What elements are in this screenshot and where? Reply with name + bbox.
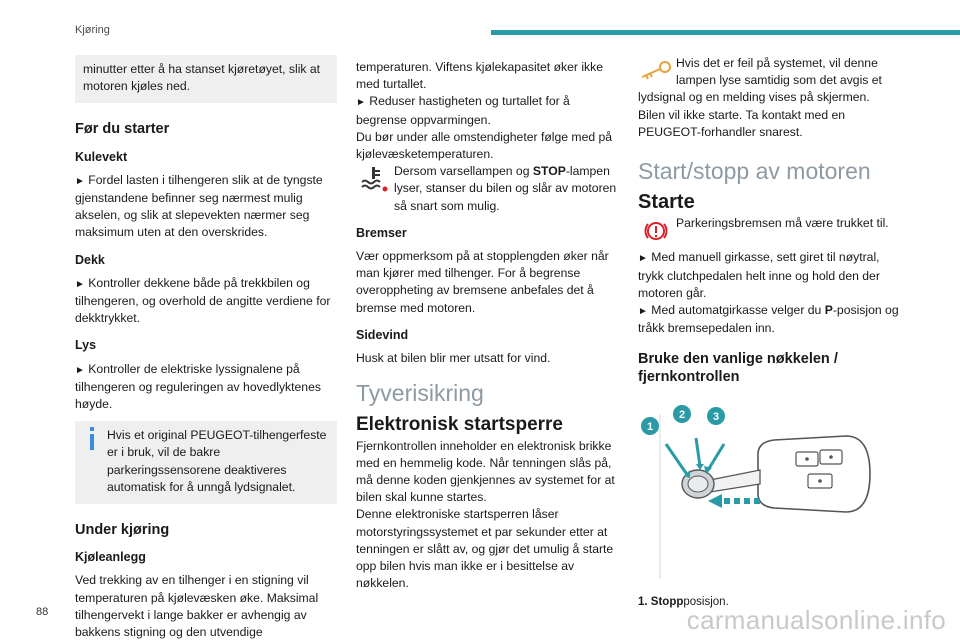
para-viftens: temperaturen. Viftens kjølekapasitet øker ikke med turtallet. <box>356 60 604 92</box>
triangle-bullet-icon: ► <box>75 278 85 290</box>
heading-starte: Starte <box>638 191 695 214</box>
running-header: Kjøring <box>75 24 110 36</box>
heading-elektronisk-startsperre: Elektronisk startsperre <box>356 414 563 436</box>
heading-under-kjoring: Under kjøring <box>75 522 170 539</box>
heading-dekk: Dekk <box>75 252 105 267</box>
para-kjoleanlegg: Ved trekking av en tilhenger i en stigning vil temperaturen på kjølevæsken øke. Maksimal tilhengervekt i lange bakker er avhengig av bakkens stigning og den utvendige <box>75 573 319 640</box>
figure-label-2: 2 <box>678 408 686 421</box>
parking-brake-para: Parkeringsbremsen må være trukket til. <box>638 215 900 249</box>
parking-brake-icon <box>642 217 670 245</box>
figure-caption: 1. Stoppposisjon. <box>638 596 729 609</box>
heading-sidevind: Sidevind <box>356 327 409 342</box>
column-3 <box>638 55 900 611</box>
stop-label: STOP <box>532 164 566 179</box>
watermark: carmanualsonline.info <box>686 605 946 635</box>
para-fjernkontrollen: Fjernkontrollen inneholder en elektronisk brikke med en hemmelig kode. Når tenningen slås på, må denne koden gjenkjennes av systemet for at bilen skal kunne startes. <box>356 438 615 505</box>
info-icon <box>83 427 101 451</box>
para-folg-med: Du bør under alle omstendigheter følge med på kjølevæsketemperaturen. <box>356 129 613 162</box>
info-box-text: Hvis et original PEUGEOT-tilhengerfeste er i bruk, vil de bakre parkeringssensorene deaktiveres automatisk for å unngå lydsignalet. <box>107 428 327 494</box>
heading-bremser: Bremser <box>356 225 407 240</box>
para-lys: ► Kontroller de elektriske lyssignalene på tilhengeren og reguleringen av hovedlyktenes høyde. <box>75 361 321 412</box>
key-ignition-figure <box>638 404 900 579</box>
heading-kulevekt: Kulevekt <box>75 149 128 164</box>
column-1 <box>75 55 337 640</box>
heading-lys: Lys <box>75 338 97 353</box>
header-accent-bar <box>491 30 960 35</box>
triangle-bullet-icon: ► <box>638 253 648 265</box>
page-number: 88 <box>36 606 49 618</box>
para-kulevekt: ► Fordel lasten i tilhengeren slik at de tyngste gjenstandene befinner seg nærmest mulig akselen, og slik at slepevekten nærmer seg maksimum uten at den overskrides. <box>75 172 323 240</box>
para-sidevind: Husk at bilen blir mer utsatt for vind. <box>356 351 551 366</box>
key-warning-para: Hvis det er feil på systemet, vil denne lampen lyse samtidig som det avgis et lydsignal og en melding vises på skjermen. Bilen vil ikke starte. Ta kontakt med en PEUGEOT-forhandler snarest. <box>638 56 882 139</box>
heading-kjoleanlegg: Kjøleanlegg <box>75 550 146 565</box>
figure-label-3: 3 <box>712 410 720 423</box>
heading-for-du-starter: Før du starter <box>75 121 170 138</box>
para-manuell: ► Med manuell girkasse, sett giret til nøytral, trykk clutchpedalen helt inne og hold den der motoren går. <box>638 250 880 300</box>
key-icon <box>638 59 672 81</box>
para-dekk: ► Kontroller dekkene både på trekkbilen og tilhengeren, og overhold de angitte verdiene for dekktrykket. <box>75 275 331 326</box>
info-box <box>75 421 337 504</box>
heading-tyverisikring: Tyverisikring <box>356 380 484 407</box>
triangle-bullet-icon: ► <box>75 175 85 187</box>
column-2 <box>356 55 618 598</box>
triangle-bullet-icon: ► <box>75 364 85 376</box>
heading-bruke-nokkelen: Bruke den vanlige nøkkelen / fjernkontrollen <box>638 351 838 385</box>
note-box-top-text: minutter etter å ha stanset kjøretøyet, slik at motoren kjøles ned. <box>83 62 321 94</box>
heading-start-stopp: Start/stopp av motoren <box>638 158 871 185</box>
triangle-bullet-icon: ► <box>638 306 648 318</box>
para-bremser: Vær oppmerksom på at stopplengden øker når man kjører med tilhenger. For å begrense overoppheting av bremsene anbefales det å bremse med motoren. <box>356 249 609 315</box>
para-startsperre: Denne elektroniske startsperren låser motorstyringssystemet et par sekunder etter at tenningen er slått av, og gjør det umulig å starte opp bilen hvis man ikke er i besittelse av nøkkelen. <box>356 507 614 591</box>
coolant-temperature-icon <box>360 165 388 193</box>
coolant-warning-para: Dersom varsellampen og STOP-lampen lyser, stanser du bilen og slår av motoren så snart som mulig. <box>356 163 618 215</box>
note-box-top <box>75 55 337 103</box>
para-reduser: ► Reduser hastigheten og turtallet for å begrense oppvarmingen. <box>356 94 570 127</box>
figure-label-1: 1 <box>646 420 654 433</box>
triangle-bullet-icon: ► <box>356 97 366 109</box>
para-automat: ► Med automatgirkasse velger du P-posisjon og tråkk bremsepedalen inn. <box>638 303 899 336</box>
